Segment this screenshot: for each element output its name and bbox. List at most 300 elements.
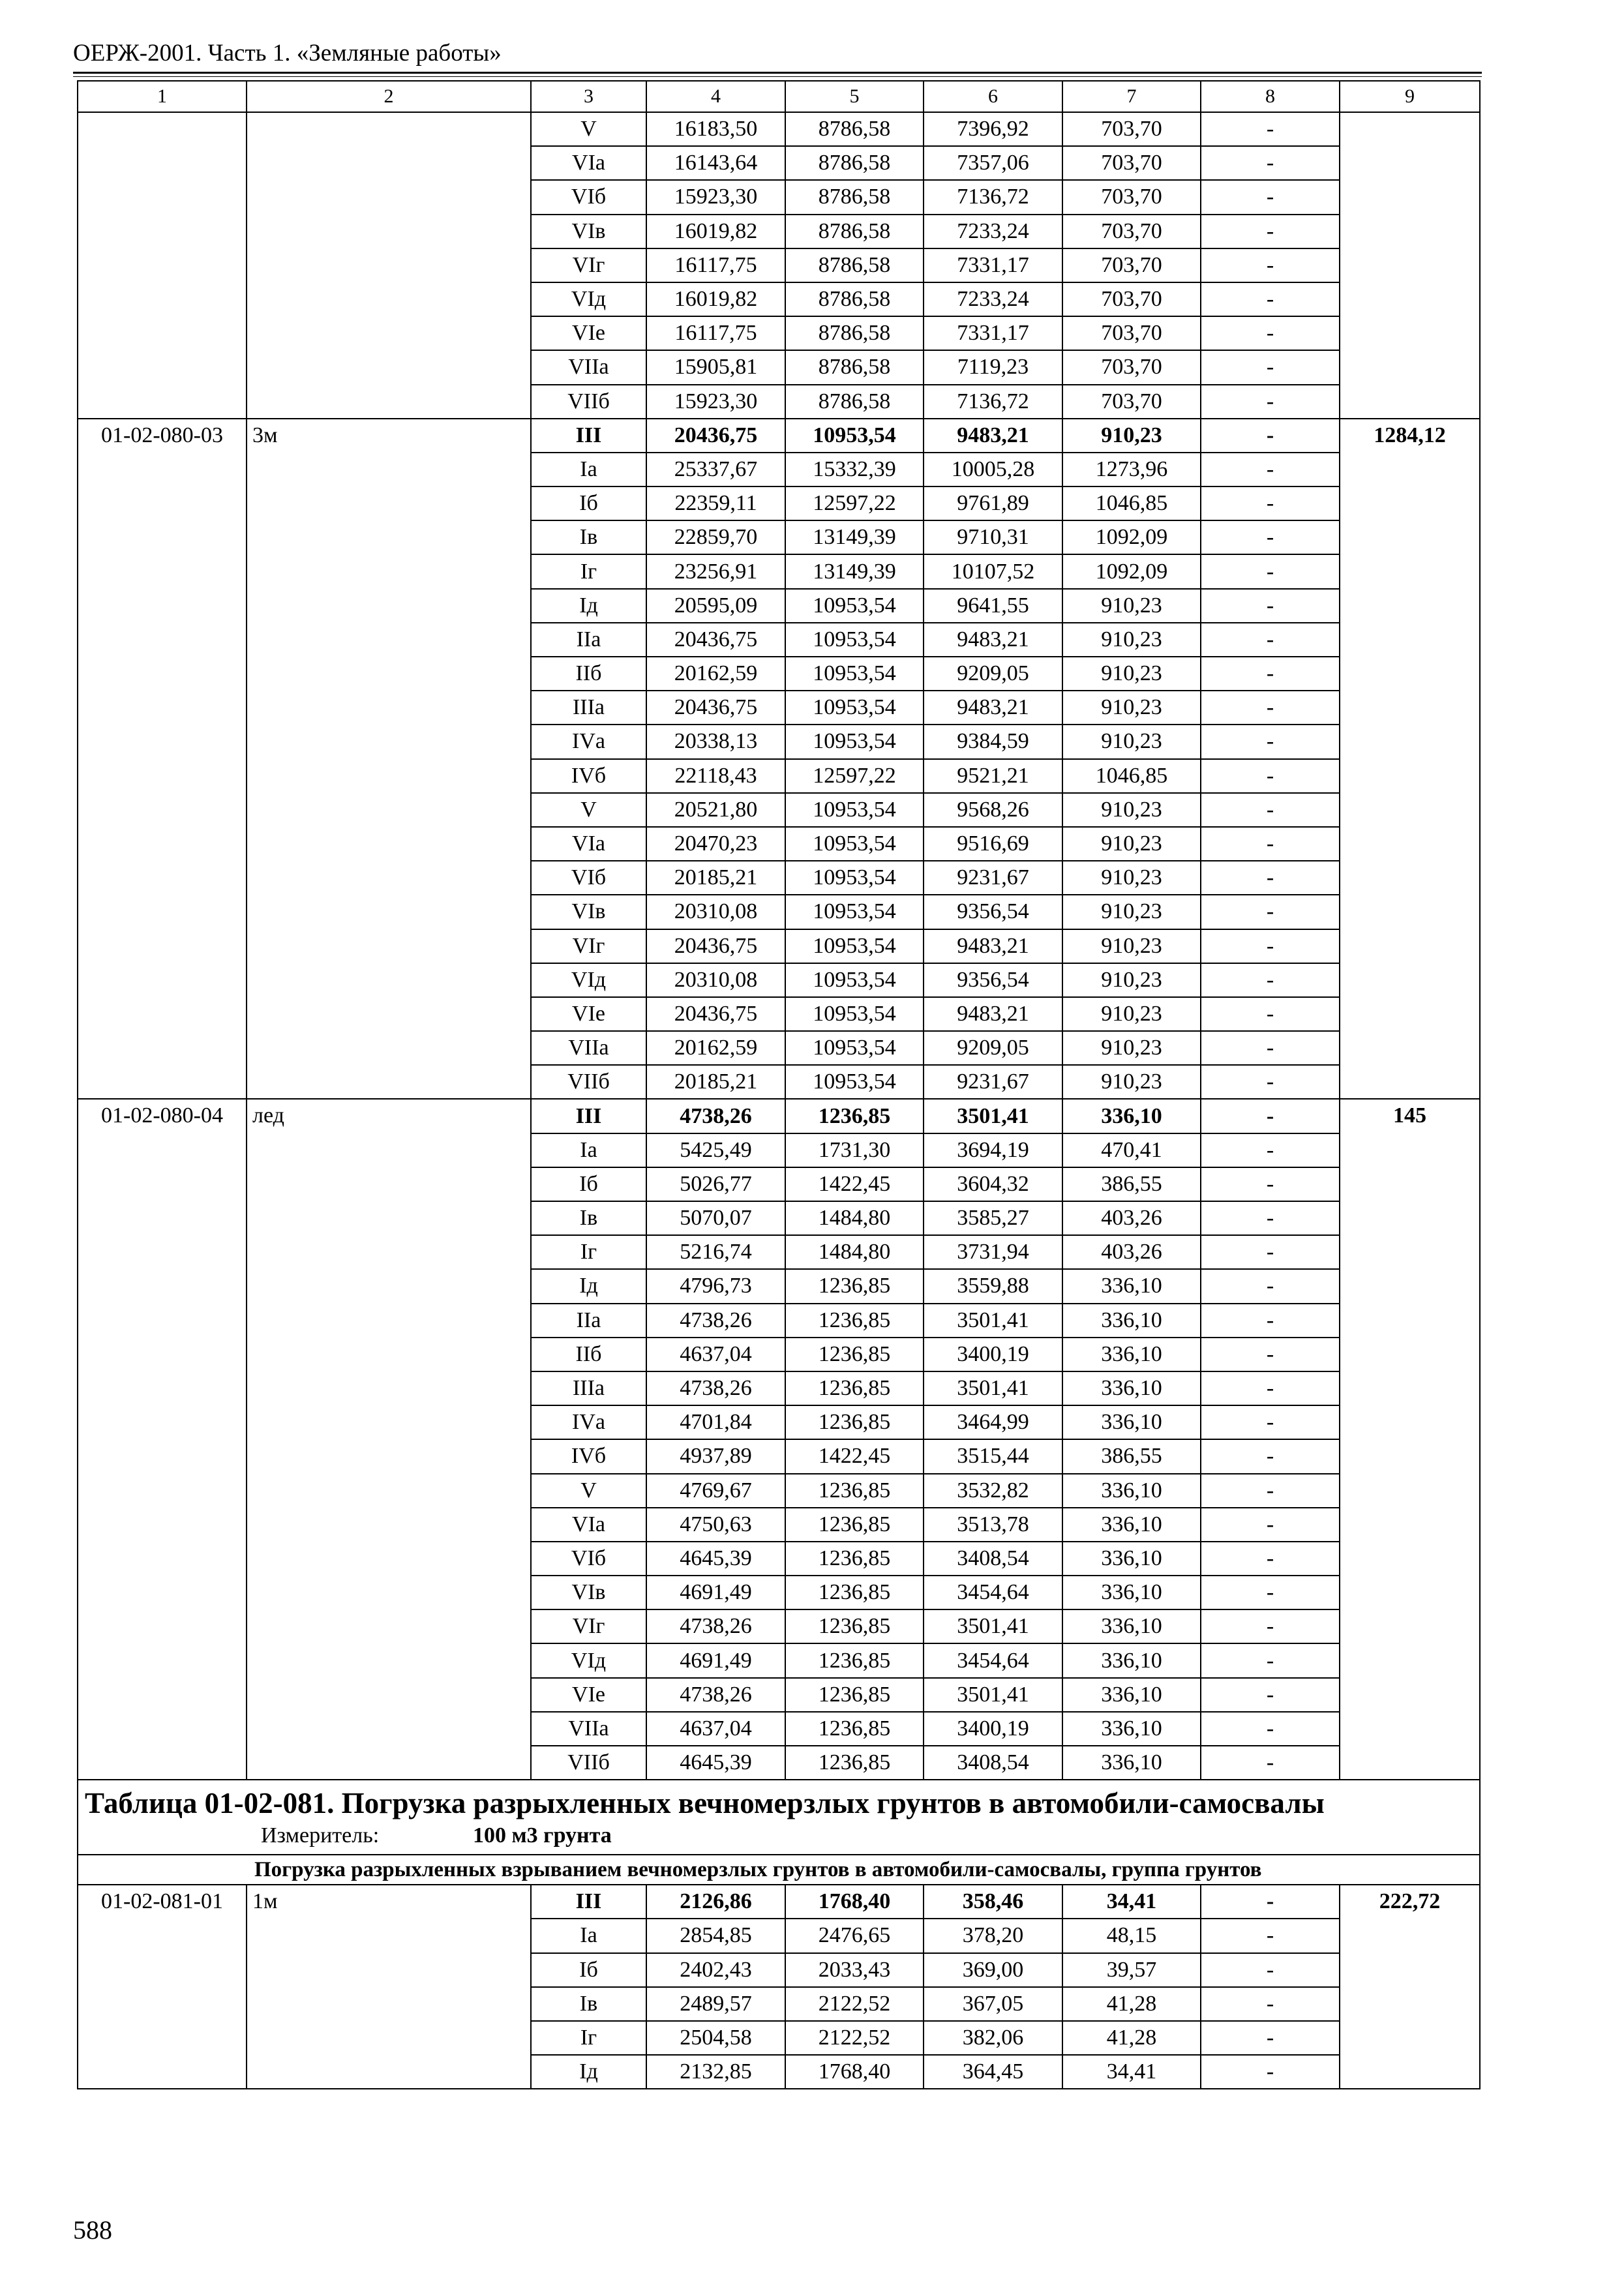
soil-group-cell: VIIб	[531, 1746, 646, 1780]
machinist-wages-cell: 403,26	[1062, 1235, 1201, 1269]
machinery-cell: 9356,54	[924, 895, 1062, 929]
total-cost-cell: 4691,49	[646, 1576, 785, 1609]
total-cost-cell: 20310,08	[646, 895, 785, 929]
machinery-cell: 9641,55	[924, 589, 1062, 623]
wages-cell: 1236,85	[785, 1371, 924, 1405]
wages-cell: 1236,85	[785, 1269, 924, 1303]
machinist-wages-cell: 1046,85	[1062, 486, 1201, 520]
machinery-cell: 9483,21	[924, 623, 1062, 657]
wages-cell: 8786,58	[785, 316, 924, 350]
wages-cell: 8786,58	[785, 180, 924, 214]
total-cost-cell: 22118,43	[646, 759, 785, 793]
materials-cell: -	[1201, 1304, 1340, 1338]
total-cost-cell: 25337,67	[646, 453, 785, 486]
materials-cell: -	[1201, 657, 1340, 691]
machinist-wages-cell: 910,23	[1062, 793, 1201, 827]
total-cost-cell: 4645,39	[646, 1746, 785, 1780]
total-cost-cell: 16117,75	[646, 248, 785, 282]
machinist-wages-cell: 336,10	[1062, 1474, 1201, 1508]
wages-cell: 1236,85	[785, 1576, 924, 1609]
section-header-row	[78, 1780, 1480, 1855]
wages-cell: 2122,52	[785, 1987, 924, 2021]
column-number-row	[78, 81, 1480, 112]
machinist-wages-cell: 39,57	[1062, 1953, 1201, 1987]
total-cost-cell: 20436,75	[646, 997, 785, 1031]
wages-cell: 10953,54	[785, 657, 924, 691]
soil-group-cell: VIб	[531, 180, 646, 214]
total-cost-cell: 15923,30	[646, 180, 785, 214]
materials-cell: -	[1201, 623, 1340, 657]
total-cost-cell: 20595,09	[646, 589, 785, 623]
total-cost-cell: 22859,70	[646, 520, 785, 554]
machinist-wages-cell: 703,70	[1062, 180, 1201, 214]
soil-group-cell: IIа	[531, 623, 646, 657]
soil-group-cell: Iа	[531, 1919, 646, 1952]
materials-cell: -	[1201, 827, 1340, 861]
machinery-cell: 3501,41	[924, 1678, 1062, 1712]
soil-group-cell: IVб	[531, 1439, 646, 1473]
machinist-wages-cell: 910,23	[1062, 691, 1201, 725]
total-cost-cell: 2132,85	[646, 2055, 785, 2089]
total-cost-cell: 20162,59	[646, 1031, 785, 1065]
rate-name-cell: 1м	[247, 1885, 531, 2089]
machinery-cell: 3501,41	[924, 1099, 1062, 1133]
machinist-wages-cell: 703,70	[1062, 350, 1201, 384]
wages-cell: 1236,85	[785, 1338, 924, 1371]
machinist-wages-cell: 703,70	[1062, 316, 1201, 350]
soil-group-cell: Iг	[531, 2021, 646, 2055]
rate-code-cell: 01-02-080-03	[78, 419, 247, 1100]
wages-cell: 10953,54	[785, 895, 924, 929]
wages-cell: 1236,85	[785, 1508, 924, 1542]
soil-group-cell: Iб	[531, 1953, 646, 1987]
soil-group-cell: IIIа	[531, 1371, 646, 1405]
machinery-cell: 3501,41	[924, 1304, 1062, 1338]
total-cost-cell: 20310,08	[646, 963, 785, 997]
materials-cell: -	[1201, 1987, 1340, 2021]
rates-table	[77, 80, 1481, 2089]
labor-total-cell: 145	[1340, 1099, 1480, 1780]
materials-cell: -	[1201, 1439, 1340, 1473]
machinist-wages-cell: 403,26	[1062, 1201, 1201, 1235]
total-cost-cell: 4738,26	[646, 1371, 785, 1405]
machinist-wages-cell: 703,70	[1062, 215, 1201, 248]
machinery-cell: 9483,21	[924, 997, 1062, 1031]
soil-group-cell: VIг	[531, 929, 646, 963]
wages-cell: 12597,22	[785, 486, 924, 520]
materials-cell: -	[1201, 895, 1340, 929]
soil-group-cell: V	[531, 112, 646, 146]
total-cost-cell: 2489,57	[646, 1987, 785, 2021]
materials-cell: -	[1201, 486, 1340, 520]
total-cost-cell: 20338,13	[646, 725, 785, 758]
wages-cell: 10953,54	[785, 929, 924, 963]
total-cost-cell: 4645,39	[646, 1542, 785, 1576]
wages-cell: 8786,58	[785, 385, 924, 419]
machinery-cell: 382,06	[924, 2021, 1062, 2055]
machinist-wages-cell: 1046,85	[1062, 759, 1201, 793]
soil-group-cell: VIг	[531, 1609, 646, 1643]
machinery-cell: 7357,06	[924, 146, 1062, 180]
soil-group-cell: V	[531, 793, 646, 827]
total-cost-cell: 20436,75	[646, 691, 785, 725]
total-cost-cell: 16019,82	[646, 282, 785, 316]
machinery-cell: 9516,69	[924, 827, 1062, 861]
machinist-wages-cell: 336,10	[1062, 1678, 1201, 1712]
machinery-cell: 3532,82	[924, 1474, 1062, 1508]
materials-cell: -	[1201, 1474, 1340, 1508]
wages-cell: 1236,85	[785, 1405, 924, 1439]
machinist-wages-cell: 41,28	[1062, 1987, 1201, 2021]
machinist-wages-cell: 703,70	[1062, 385, 1201, 419]
materials-cell: -	[1201, 554, 1340, 588]
soil-group-cell: VIв	[531, 895, 646, 929]
materials-cell: -	[1201, 2021, 1340, 2055]
materials-cell: -	[1201, 520, 1340, 554]
total-cost-cell: 20470,23	[646, 827, 785, 861]
soil-group-cell: VIIб	[531, 1065, 646, 1099]
total-cost-cell: 16143,64	[646, 146, 785, 180]
total-cost-cell: 4637,04	[646, 1338, 785, 1371]
materials-cell: -	[1201, 1371, 1340, 1405]
wages-cell: 8786,58	[785, 248, 924, 282]
machinery-cell: 9231,67	[924, 1065, 1062, 1099]
total-cost-cell: 16183,50	[646, 112, 785, 146]
machinery-cell: 367,05	[924, 1987, 1062, 2021]
total-cost-cell: 2504,58	[646, 2021, 785, 2055]
materials-cell: -	[1201, 589, 1340, 623]
wages-cell: 2122,52	[785, 2021, 924, 2055]
machinery-cell: 10107,52	[924, 554, 1062, 588]
wages-cell: 1236,85	[785, 1474, 924, 1508]
soil-group-cell: Iв	[531, 1987, 646, 2021]
soil-group-cell: Iд	[531, 1269, 646, 1303]
materials-cell: -	[1201, 1405, 1340, 1439]
machinery-cell: 9483,21	[924, 691, 1062, 725]
wages-cell: 1236,85	[785, 1099, 924, 1133]
page-number: 588	[73, 2215, 112, 2245]
materials-cell: -	[1201, 1508, 1340, 1542]
unit-value: 100 м3 грунта	[473, 1823, 612, 1848]
materials-cell: -	[1201, 1133, 1340, 1167]
rate-name-cell: 3м	[247, 419, 531, 1100]
materials-cell: -	[1201, 997, 1340, 1031]
machinist-wages-cell: 703,70	[1062, 248, 1201, 282]
column-number: 7	[1062, 81, 1201, 112]
wages-cell: 10953,54	[785, 691, 924, 725]
wages-cell: 8786,58	[785, 112, 924, 146]
machinist-wages-cell: 703,70	[1062, 112, 1201, 146]
total-cost-cell: 5216,74	[646, 1235, 785, 1269]
machinist-wages-cell: 910,23	[1062, 1031, 1201, 1065]
soil-group-cell: VIе	[531, 1678, 646, 1712]
total-cost-cell: 4738,26	[646, 1609, 785, 1643]
soil-group-cell: Iв	[531, 1201, 646, 1235]
total-cost-cell: 2854,85	[646, 1919, 785, 1952]
machinery-cell: 9483,21	[924, 419, 1062, 453]
machinist-wages-cell: 336,10	[1062, 1508, 1201, 1542]
machinery-cell: 9356,54	[924, 963, 1062, 997]
labor-total-cell	[1340, 112, 1480, 419]
machinist-wages-cell: 336,10	[1062, 1609, 1201, 1643]
materials-cell: -	[1201, 1167, 1340, 1201]
machinist-wages-cell: 336,10	[1062, 1304, 1201, 1338]
table-row	[78, 1885, 1480, 1919]
section-title: Таблица 01-02-081. Погрузка разрыхленных вечномерзлых грунтов в автомобили-самосвалы	[85, 1787, 1325, 1820]
soil-group-cell: IIа	[531, 1304, 646, 1338]
machinist-wages-cell: 470,41	[1062, 1133, 1201, 1167]
machinery-cell: 3408,54	[924, 1542, 1062, 1576]
machinist-wages-cell: 910,23	[1062, 1065, 1201, 1099]
machinery-cell: 7119,23	[924, 350, 1062, 384]
wages-cell: 1422,45	[785, 1439, 924, 1473]
soil-group-cell: Iв	[531, 520, 646, 554]
machinist-wages-cell: 34,41	[1062, 1885, 1201, 1919]
machinery-cell: 9231,67	[924, 861, 1062, 895]
materials-cell: -	[1201, 1099, 1340, 1133]
total-cost-cell: 5026,77	[646, 1167, 785, 1201]
column-number: 4	[646, 81, 785, 112]
machinist-wages-cell: 910,23	[1062, 623, 1201, 657]
materials-cell: -	[1201, 1542, 1340, 1576]
rate-code-cell	[78, 112, 247, 419]
materials-cell: -	[1201, 2055, 1340, 2089]
machinery-cell: 9761,89	[924, 486, 1062, 520]
wages-cell: 10953,54	[785, 997, 924, 1031]
machinery-cell: 7331,17	[924, 248, 1062, 282]
wages-cell: 1236,85	[785, 1643, 924, 1677]
machinist-wages-cell: 336,10	[1062, 1542, 1201, 1576]
machinery-cell: 9209,05	[924, 1031, 1062, 1065]
wages-cell: 1236,85	[785, 1609, 924, 1643]
materials-cell: -	[1201, 282, 1340, 316]
wages-cell: 8786,58	[785, 282, 924, 316]
rate-name-cell	[247, 112, 531, 419]
wages-cell: 10953,54	[785, 793, 924, 827]
materials-cell: -	[1201, 725, 1340, 758]
wages-cell: 10953,54	[785, 589, 924, 623]
machinist-wages-cell: 336,10	[1062, 1405, 1201, 1439]
wages-cell: 1484,80	[785, 1235, 924, 1269]
machinery-cell: 378,20	[924, 1919, 1062, 1952]
table-row	[78, 112, 1480, 146]
soil-group-cell: VIа	[531, 827, 646, 861]
materials-cell: -	[1201, 1065, 1340, 1099]
soil-group-cell: IVа	[531, 725, 646, 758]
materials-cell: -	[1201, 1953, 1340, 1987]
total-cost-cell: 4738,26	[646, 1099, 785, 1133]
soil-group-cell: VIа	[531, 1508, 646, 1542]
unit-label: Измеритель:	[261, 1823, 380, 1848]
materials-cell: -	[1201, 350, 1340, 384]
machinery-cell: 364,45	[924, 2055, 1062, 2089]
machinist-wages-cell: 336,10	[1062, 1099, 1201, 1133]
wages-cell: 1422,45	[785, 1167, 924, 1201]
total-cost-cell: 20162,59	[646, 657, 785, 691]
materials-cell: -	[1201, 146, 1340, 180]
materials-cell: -	[1201, 963, 1340, 997]
machinist-wages-cell: 386,55	[1062, 1439, 1201, 1473]
materials-cell: -	[1201, 453, 1340, 486]
soil-group-cell: VIв	[531, 215, 646, 248]
machinist-wages-cell: 703,70	[1062, 282, 1201, 316]
machinery-cell: 9568,26	[924, 793, 1062, 827]
total-cost-cell: 4691,49	[646, 1643, 785, 1677]
wages-cell: 10953,54	[785, 725, 924, 758]
soil-group-cell: VIе	[531, 997, 646, 1031]
column-number: 8	[1201, 81, 1340, 112]
section-header-cell	[78, 1780, 1480, 1855]
soil-group-cell: IIб	[531, 657, 646, 691]
machinist-wages-cell: 336,10	[1062, 1371, 1201, 1405]
total-cost-cell: 20185,21	[646, 1065, 785, 1099]
machinery-cell: 3604,32	[924, 1167, 1062, 1201]
soil-group-cell: VIд	[531, 282, 646, 316]
materials-cell: -	[1201, 861, 1340, 895]
soil-group-cell: V	[531, 1474, 646, 1508]
wages-cell: 8786,58	[785, 350, 924, 384]
total-cost-cell: 16117,75	[646, 316, 785, 350]
wages-cell: 12597,22	[785, 759, 924, 793]
header-rule	[73, 72, 1482, 74]
total-cost-cell: 15923,30	[646, 385, 785, 419]
wages-cell: 10953,54	[785, 963, 924, 997]
machinist-wages-cell: 336,10	[1062, 1746, 1201, 1780]
machinist-wages-cell: 910,23	[1062, 827, 1201, 861]
column-number: 5	[785, 81, 924, 112]
machinery-cell: 7136,72	[924, 385, 1062, 419]
machinist-wages-cell: 910,23	[1062, 419, 1201, 453]
machinery-cell: 3400,19	[924, 1712, 1062, 1746]
soil-group-cell: IVб	[531, 759, 646, 793]
wages-cell: 15332,39	[785, 453, 924, 486]
soil-group-cell: Iа	[531, 453, 646, 486]
total-cost-cell: 20436,75	[646, 929, 785, 963]
machinist-wages-cell: 386,55	[1062, 1167, 1201, 1201]
wages-cell: 13149,39	[785, 554, 924, 588]
materials-cell: -	[1201, 691, 1340, 725]
wages-cell: 2476,65	[785, 1919, 924, 1952]
materials-cell: -	[1201, 1235, 1340, 1269]
materials-cell: -	[1201, 248, 1340, 282]
total-cost-cell: 4769,67	[646, 1474, 785, 1508]
soil-group-cell: III	[531, 1099, 646, 1133]
soil-group-cell: VIIа	[531, 1031, 646, 1065]
materials-cell: -	[1201, 1643, 1340, 1677]
header-rule-thin	[73, 76, 1482, 77]
machinery-cell: 10005,28	[924, 453, 1062, 486]
materials-cell: -	[1201, 1746, 1340, 1780]
total-cost-cell: 2126,86	[646, 1885, 785, 1919]
materials-cell: -	[1201, 1885, 1340, 1919]
wages-cell: 10953,54	[785, 1065, 924, 1099]
machinery-cell: 3408,54	[924, 1746, 1062, 1780]
machinery-cell: 3559,88	[924, 1269, 1062, 1303]
machinery-cell: 3400,19	[924, 1338, 1062, 1371]
machinist-wages-cell: 910,23	[1062, 589, 1201, 623]
materials-cell: -	[1201, 1919, 1340, 1952]
materials-cell: -	[1201, 215, 1340, 248]
machinery-cell: 369,00	[924, 1953, 1062, 1987]
section-subtitle-row	[78, 1855, 1480, 1885]
total-cost-cell: 23256,91	[646, 554, 785, 588]
machinist-wages-cell: 336,10	[1062, 1269, 1201, 1303]
running-header: ОЕРЖ-2001. Часть 1. «Земляные работы»	[73, 40, 502, 67]
machinery-cell: 3694,19	[924, 1133, 1062, 1167]
total-cost-cell: 4796,73	[646, 1269, 785, 1303]
materials-cell: -	[1201, 929, 1340, 963]
machinery-cell: 3454,64	[924, 1643, 1062, 1677]
rate-name-cell: лед	[247, 1099, 531, 1780]
soil-group-cell: III	[531, 419, 646, 453]
soil-group-cell: VIа	[531, 146, 646, 180]
soil-group-cell: VIд	[531, 963, 646, 997]
rate-code-cell: 01-02-080-04	[78, 1099, 247, 1780]
column-number: 3	[531, 81, 646, 112]
table-row	[78, 1099, 1480, 1133]
total-cost-cell: 4750,63	[646, 1508, 785, 1542]
materials-cell: -	[1201, 1269, 1340, 1303]
wages-cell: 1236,85	[785, 1678, 924, 1712]
machinist-wages-cell: 336,10	[1062, 1338, 1201, 1371]
labor-total-cell: 1284,12	[1340, 419, 1480, 1100]
total-cost-cell: 4937,89	[646, 1439, 785, 1473]
machinery-cell: 3501,41	[924, 1371, 1062, 1405]
labor-total-cell: 222,72	[1340, 1885, 1480, 2089]
soil-group-cell: VIб	[531, 861, 646, 895]
machinist-wages-cell: 703,70	[1062, 146, 1201, 180]
machinist-wages-cell: 48,15	[1062, 1919, 1201, 1952]
total-cost-cell: 20436,75	[646, 623, 785, 657]
materials-cell: -	[1201, 1712, 1340, 1746]
wages-cell: 1484,80	[785, 1201, 924, 1235]
total-cost-cell: 22359,11	[646, 486, 785, 520]
machinery-cell: 3585,27	[924, 1201, 1062, 1235]
materials-cell: -	[1201, 793, 1340, 827]
wages-cell: 1236,85	[785, 1542, 924, 1576]
soil-group-cell: Iб	[531, 1167, 646, 1201]
soil-group-cell: VIв	[531, 1576, 646, 1609]
materials-cell: -	[1201, 180, 1340, 214]
soil-group-cell: VIд	[531, 1643, 646, 1677]
soil-group-cell: VIIб	[531, 385, 646, 419]
total-cost-cell: 2402,43	[646, 1953, 785, 1987]
wages-cell: 1236,85	[785, 1712, 924, 1746]
total-cost-cell: 4738,26	[646, 1304, 785, 1338]
materials-cell: -	[1201, 385, 1340, 419]
wages-cell: 1236,85	[785, 1304, 924, 1338]
total-cost-cell: 20436,75	[646, 419, 785, 453]
column-number: 2	[247, 81, 531, 112]
machinery-cell: 7233,24	[924, 215, 1062, 248]
machinery-cell: 9384,59	[924, 725, 1062, 758]
machinist-wages-cell: 910,23	[1062, 997, 1201, 1031]
machinery-cell: 7233,24	[924, 282, 1062, 316]
total-cost-cell: 20521,80	[646, 793, 785, 827]
machinery-cell: 7136,72	[924, 180, 1062, 214]
machinery-cell: 3513,78	[924, 1508, 1062, 1542]
rate-code-cell: 01-02-081-01	[78, 1885, 247, 2089]
total-cost-cell: 5070,07	[646, 1201, 785, 1235]
total-cost-cell: 4637,04	[646, 1712, 785, 1746]
unit-of-measure	[85, 1821, 1473, 1850]
section-subtitle: Погрузка разрыхленных взрыванием вечномерзлых грунтов в автомобили-самосвалы, группа грунтов	[78, 1855, 1480, 1885]
wages-cell: 10953,54	[785, 1031, 924, 1065]
soil-group-cell: Iа	[531, 1133, 646, 1167]
soil-group-cell: Iг	[531, 554, 646, 588]
machinist-wages-cell: 910,23	[1062, 895, 1201, 929]
machinery-cell: 7396,92	[924, 112, 1062, 146]
